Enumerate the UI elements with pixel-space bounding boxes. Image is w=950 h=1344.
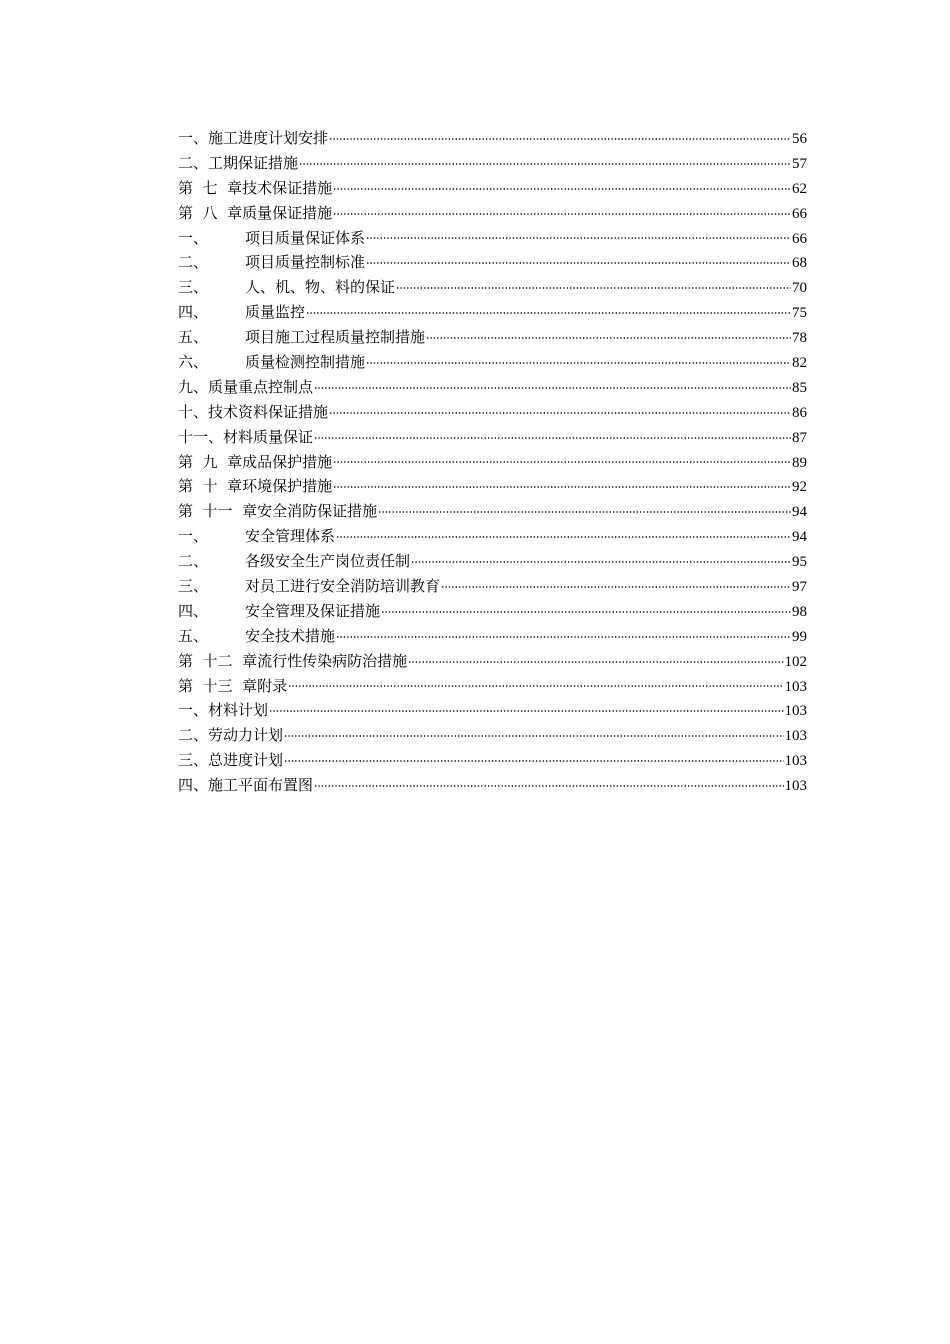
toc-entry-title: 质量检测控制措施	[245, 353, 366, 372]
toc-entry-page-number: 98	[792, 603, 807, 620]
toc-entry-number: 第 九	[178, 452, 228, 471]
toc-entry-number: 第 七	[178, 178, 228, 197]
toc-entry-page-number: 103	[784, 703, 807, 720]
toc-entry-page-number: 82	[792, 355, 807, 372]
toc-entry-page-number: 87	[792, 429, 807, 446]
toc-entry-page-number: 97	[792, 579, 807, 596]
toc-entry[interactable]	[178, 549, 807, 574]
toc-entry[interactable]	[178, 499, 807, 524]
toc-entry-page-number: 103	[784, 778, 807, 795]
toc-dot-leader	[333, 461, 791, 463]
toc-entry[interactable]	[178, 201, 807, 226]
toc-dot-leader	[333, 213, 791, 215]
toc-entry-title: 质量监控	[245, 303, 306, 322]
toc-dot-leader	[333, 188, 791, 190]
toc-entry[interactable]	[178, 574, 807, 599]
toc-entry-number: 一、	[178, 228, 209, 247]
toc-dot-leader	[284, 735, 783, 737]
toc-entry[interactable]	[178, 300, 807, 325]
toc-entry-title: 章安全消防保证措施	[242, 502, 378, 521]
toc-entry-number: 九、	[178, 377, 209, 396]
toc-dot-leader	[299, 163, 791, 165]
toc-dot-leader	[378, 511, 791, 513]
toc-entry[interactable]	[178, 599, 807, 624]
toc-entry[interactable]	[178, 250, 807, 275]
toc-entry-number: 二、	[178, 153, 209, 172]
table-of-contents	[178, 126, 807, 798]
toc-entry-page-number: 57	[792, 155, 807, 172]
toc-entry[interactable]	[178, 350, 807, 375]
toc-entry-page-number: 94	[792, 504, 807, 521]
toc-entry-title: 安全技术措施	[245, 626, 336, 645]
toc-entry[interactable]	[178, 698, 807, 723]
toc-entry-title: 总进度计划	[208, 751, 284, 770]
toc-entry-page-number: 78	[792, 330, 807, 347]
toc-entry-title: 质量重点控制点	[208, 377, 314, 396]
toc-dot-leader	[366, 262, 791, 264]
toc-entry-number: 四、	[178, 601, 209, 620]
toc-entry-title: 劳动力计划	[208, 726, 284, 745]
toc-dot-leader	[314, 387, 791, 389]
toc-entry-page-number: 56	[792, 131, 807, 147]
toc-dot-leader	[288, 685, 783, 687]
toc-entry-page-number: 99	[792, 628, 807, 645]
toc-entry-number: 二、	[178, 253, 209, 272]
toc-dot-leader	[269, 710, 783, 712]
toc-entry-title: 技术资料保证措施	[208, 402, 329, 421]
toc-entry-number: 四、	[178, 776, 209, 795]
toc-entry-title: 工期保证措施	[208, 153, 299, 172]
toc-entry-title: 材料质量保证	[223, 427, 314, 446]
toc-entry-title: 章成品保护措施	[227, 452, 333, 471]
toc-entry[interactable]	[178, 126, 807, 151]
toc-entry-title: 章流行性传染病防治措施	[242, 651, 408, 670]
toc-entry-number: 第 十	[178, 477, 228, 496]
toc-entry[interactable]	[178, 474, 807, 499]
toc-dot-leader	[314, 785, 783, 787]
toc-entry-title: 施工平面布置图	[208, 776, 314, 795]
toc-entry-number: 三、	[178, 751, 209, 770]
toc-entry-title: 项目质量保证体系	[245, 228, 366, 247]
toc-dot-leader	[408, 661, 783, 663]
toc-entry-title: 章质量保证措施	[227, 203, 333, 222]
toc-entry[interactable]	[178, 325, 807, 350]
toc-entry[interactable]	[178, 773, 807, 798]
toc-entry-number: 一、	[178, 527, 209, 546]
toc-entry-title: 项目质量控制标准	[245, 253, 366, 272]
toc-entry-page-number: 85	[792, 379, 807, 396]
toc-entry[interactable]	[178, 151, 807, 176]
toc-dot-leader	[426, 337, 791, 339]
toc-dot-leader	[336, 536, 791, 538]
toc-entry-number: 三、	[178, 278, 209, 297]
toc-entry-title: 各级安全生产岗位责任制	[245, 552, 411, 571]
toc-dot-leader	[441, 586, 791, 588]
toc-entry[interactable]	[178, 425, 807, 450]
toc-entry-number: 第 十一	[178, 502, 243, 521]
toc-entry-title: 安全管理及保证措施	[245, 601, 381, 620]
toc-entry-title: 施工进度计划安排	[208, 129, 329, 147]
toc-entry[interactable]	[178, 748, 807, 773]
toc-entry-number: 十一、	[178, 427, 224, 446]
toc-entry-page-number: 95	[792, 554, 807, 571]
toc-dot-leader	[329, 412, 791, 414]
toc-entry[interactable]	[178, 275, 807, 300]
toc-entry[interactable]	[178, 649, 807, 674]
toc-entry-number: 一、	[178, 701, 209, 720]
toc-entry-title: 章技术保证措施	[227, 178, 333, 197]
toc-entry-page-number: 94	[792, 529, 807, 546]
toc-entry-page-number: 70	[792, 280, 807, 297]
toc-entry[interactable]	[178, 624, 807, 649]
toc-dot-leader	[381, 611, 791, 613]
toc-dot-leader	[366, 237, 791, 239]
toc-entry[interactable]	[178, 723, 807, 748]
toc-entry-page-number: 103	[784, 678, 807, 695]
toc-dot-leader	[336, 636, 791, 638]
toc-entry-title: 材料计划	[208, 701, 269, 720]
toc-entry-page-number: 66	[792, 230, 807, 247]
toc-entry-title: 项目施工过程质量控制措施	[245, 328, 426, 347]
toc-entry-number: 六、	[178, 353, 209, 372]
toc-entry[interactable]	[178, 524, 807, 549]
toc-dot-leader	[314, 437, 791, 439]
toc-dot-leader	[396, 287, 791, 289]
toc-entry-page-number: 68	[792, 255, 807, 272]
toc-entry-number: 三、	[178, 577, 209, 596]
toc-entry[interactable]	[178, 226, 807, 251]
toc-entry-page-number: 86	[792, 404, 807, 421]
toc-entry[interactable]	[178, 400, 807, 425]
toc-entry-number: 五、	[178, 328, 209, 347]
toc-dot-leader	[329, 138, 791, 140]
toc-entry-number: 二、	[178, 726, 209, 745]
toc-dot-leader	[366, 362, 791, 364]
toc-entry-page-number: 103	[784, 728, 807, 745]
toc-entry-title: 安全管理体系	[245, 527, 336, 546]
toc-entry-number: 第 十二	[178, 651, 243, 670]
toc-entry-title: 人、机、物、料的保证	[245, 278, 396, 297]
toc-entry-number: 二、	[178, 552, 209, 571]
toc-entry-page-number: 102	[784, 653, 807, 670]
toc-entry-page-number: 92	[792, 479, 807, 496]
toc-entry-number: 一、	[178, 129, 209, 147]
toc-entry-page-number: 62	[792, 180, 807, 197]
toc-entry-number: 十、	[178, 402, 209, 421]
toc-entry-number: 五、	[178, 626, 209, 645]
toc-entry-title: 章环境保护措施	[227, 477, 333, 496]
toc-dot-leader	[284, 760, 783, 762]
toc-dot-leader	[306, 312, 791, 314]
toc-entry-title: 章附录	[242, 676, 288, 695]
toc-entry-page-number: 89	[792, 454, 807, 471]
toc-entry[interactable]	[178, 450, 807, 475]
toc-dot-leader	[411, 561, 791, 563]
toc-entry-title: 对员工进行安全消防培训教育	[245, 577, 441, 596]
toc-entry-page-number: 66	[792, 205, 807, 222]
toc-entry-number: 四、	[178, 303, 209, 322]
toc-entry-page-number: 103	[784, 753, 807, 770]
toc-dot-leader	[333, 486, 791, 488]
toc-entry-number: 第 十三	[178, 676, 243, 695]
toc-entry-page-number: 75	[792, 305, 807, 322]
toc-entry[interactable]	[178, 375, 807, 400]
toc-entry[interactable]	[178, 176, 807, 201]
toc-entry[interactable]	[178, 674, 807, 699]
toc-entry-number: 第 八	[178, 203, 228, 222]
